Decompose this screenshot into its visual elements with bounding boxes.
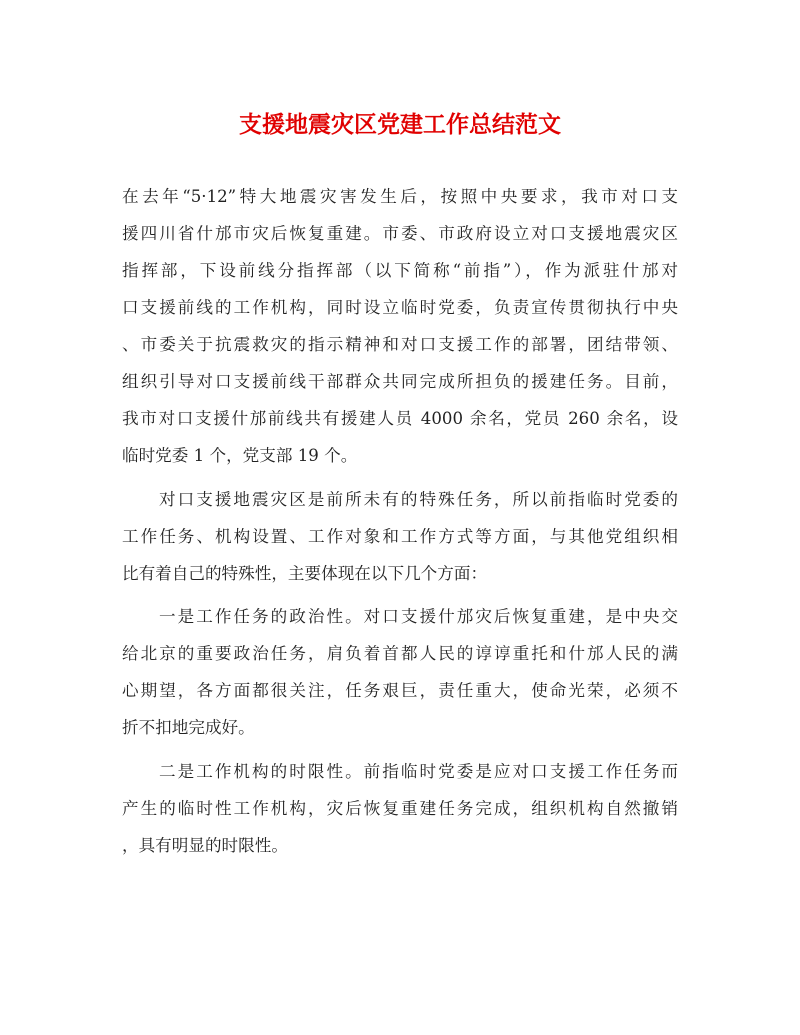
text-line: 指挥部，下设前线分指挥部（以下简称“前指”），作为派驻什邡对	[122, 261, 678, 280]
document-title: 支援地震灾区党建工作总结范文	[239, 111, 561, 138]
text-line: 临时党委 1 个，党支部 19 个。	[122, 446, 358, 465]
text-line: 工作任务、机构设置、工作对象和工作方式等方面，与其他党组织相	[122, 526, 678, 546]
text-line: 、市委关于抗震救灾的指示精神和对口支援工作的部署，团结带领、	[122, 335, 678, 354]
text-line: 在去年“5·12”特大地震灾害发生后，按照中央要求，我市对口支	[122, 187, 678, 206]
paragraph-2	[122, 481, 678, 592]
text-line: 心期望，各方面都很关注，任务艰巨，责任重大，使命光荣，必须不	[122, 681, 678, 700]
text-line: 产生的临时性工作机构，灾后恢复重建任务完成，组织机构自然撤销	[122, 798, 678, 818]
text-line: ，具有明显的时限性。	[122, 835, 288, 855]
text-line: 对口支援地震灾区是前所未有的特殊任务，所以前指临时党委的	[159, 489, 678, 509]
text-line: 口支援前线的工作机构，同时设立临时党委，负责宣传贯彻执行中央	[122, 298, 678, 317]
paragraph-1	[122, 178, 678, 474]
text-line: 折不扣地完成好。	[122, 718, 255, 737]
text-line: 比有着自己的特殊性，主要体现在以下几个方面：	[122, 563, 488, 583]
paragraph-4	[122, 753, 678, 864]
text-line: 援四川省什邡市灾后恢复重建。市委、市政府设立对口支援地震灾区	[122, 224, 678, 243]
paragraph-3	[122, 598, 678, 746]
text-line: 二是工作机构的时限性。前指临时党委是应对口支援工作任务而	[159, 761, 678, 781]
text-line: 给北京的重要政治任务，肩负着首都人民的谆谆重托和什邡人民的满	[122, 644, 678, 663]
text-line: 一是工作任务的政治性。对口支援什邡灾后恢复重建，是中央交	[159, 607, 678, 626]
text-line: 组织引导对口支援前线干部群众共同完成所担负的援建任务。目前，	[122, 372, 678, 391]
text-line: 我市对口支援什邡前线共有援建人员 4000 余名，党员 260 余名，设	[122, 409, 678, 428]
document-body	[122, 178, 678, 870]
